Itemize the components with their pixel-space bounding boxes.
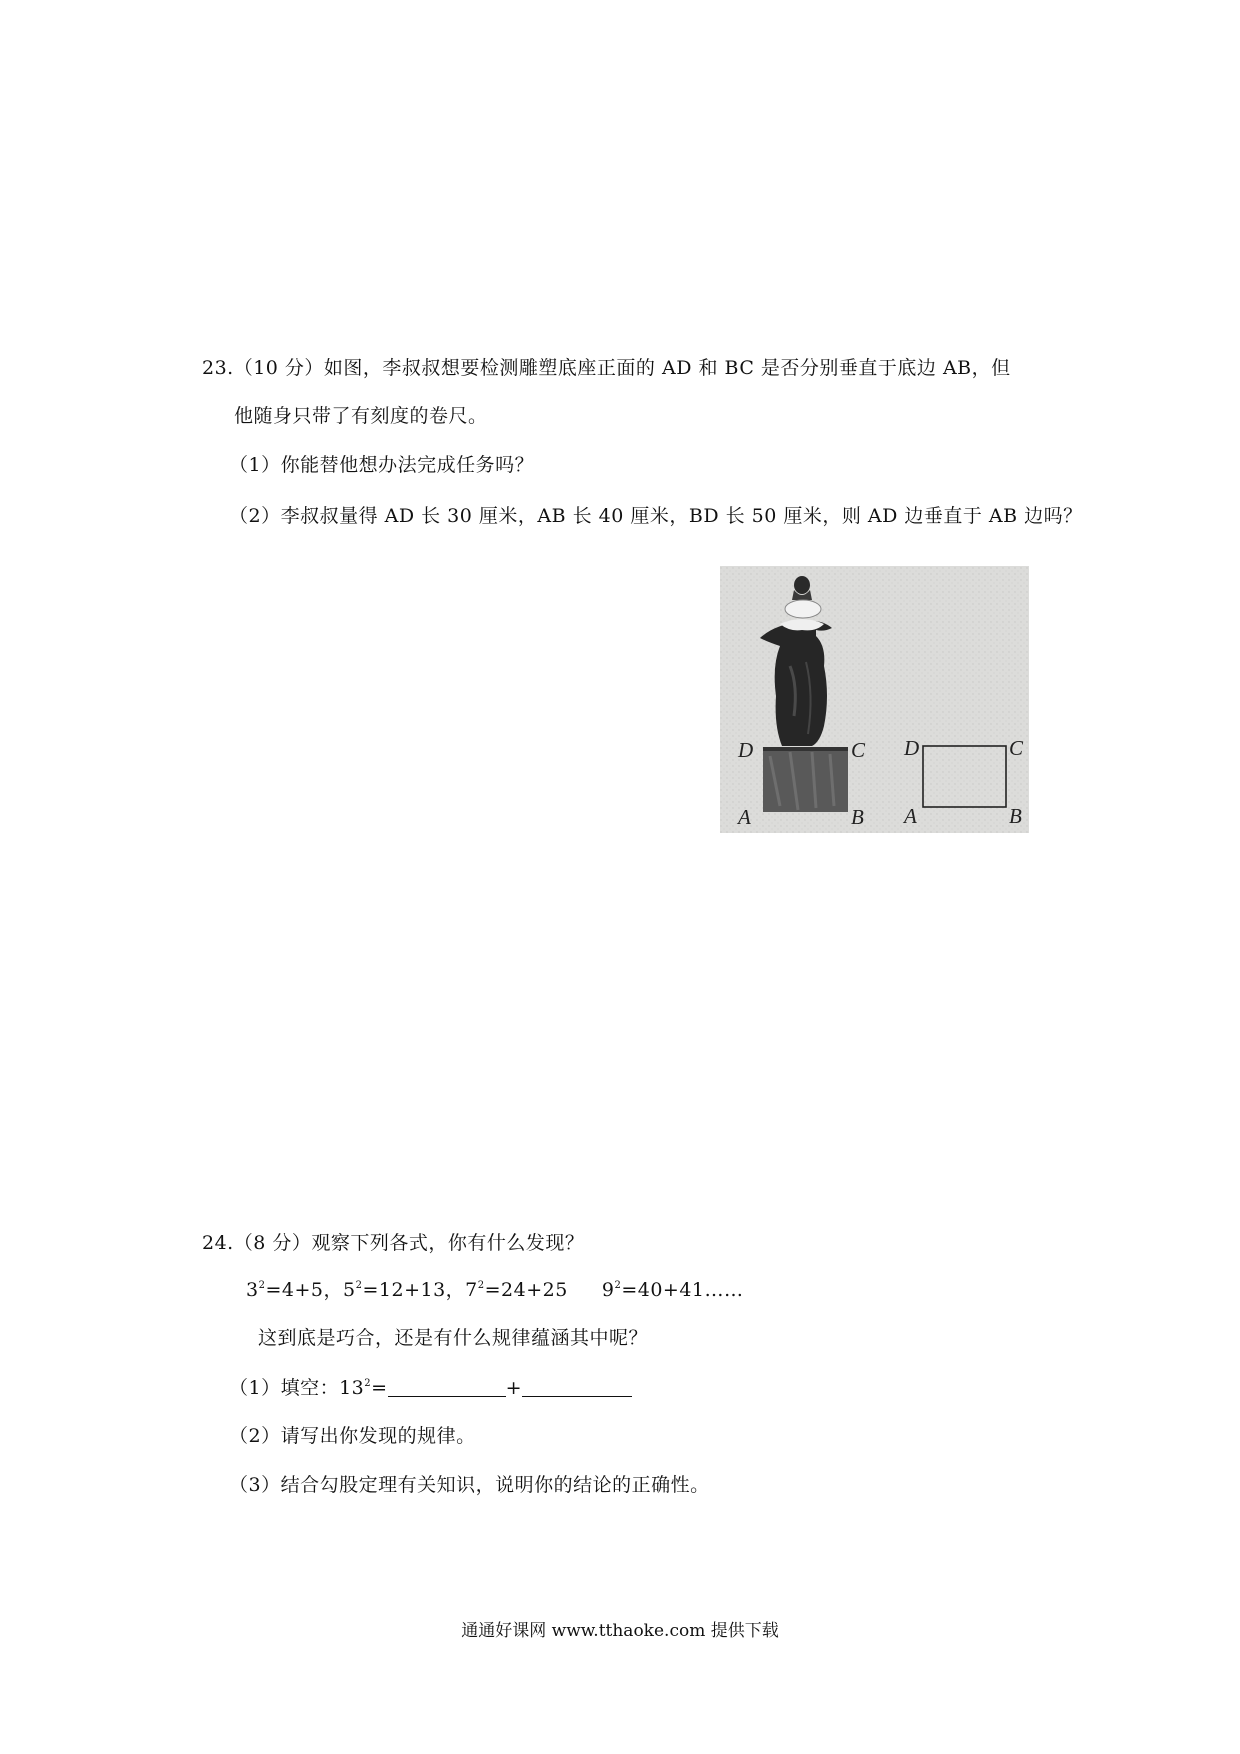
label-a-diagram: A (904, 804, 917, 828)
label-c-photo: C (851, 738, 866, 762)
answer-blank-2[interactable] (522, 1378, 632, 1397)
q24-part-3: （3）结合勾股定理有关知识，说明你的结论的正确性。 (229, 1474, 710, 1496)
q24-equations (246, 1277, 744, 1303)
label-a-photo: A (738, 805, 751, 829)
eq3: $7^2=24+25$ (465, 1279, 568, 1301)
q24-part-2: （2）请写出你发现的规律。 (229, 1425, 476, 1447)
label-b-diagram: B (1009, 804, 1022, 828)
answer-blank-1[interactable] (388, 1378, 506, 1397)
sculpture-diagram (720, 566, 1029, 833)
q24-title: 24.（8 分）观察下列各式，你有什么发现？ (202, 1232, 585, 1254)
q23-part-2: （2）李叔叔量得 AD 长 30 厘米，AB 长 40 厘米，BD 长 50 厘米，则 AD 边垂直于 AB 边吗？ (229, 505, 1083, 527)
q23-line-1: 23.（10 分）如图，李叔叔想要检测雕塑底座正面的 AD 和 BC 是否分别垂直于底边 AB，但 (202, 357, 1011, 379)
label-c-diagram: C (1009, 736, 1024, 760)
q24-part-1: （1）填空：$13^2=$ + (229, 1375, 632, 1401)
page-footer: 通通好课网 www.tthaoke.com 提供下载 (461, 1621, 779, 1641)
q23-line-2: 他随身只带了有刻度的卷尺。 (234, 405, 488, 427)
eq1: $3^2=4+5$， (246, 1279, 343, 1301)
label-b-photo: B (851, 805, 864, 829)
sculpture-base (763, 747, 848, 812)
eq4: $9^2=40+41\dots\dots$ (601, 1279, 744, 1301)
eq2: $5^2=12+13$， (343, 1279, 466, 1301)
sculpture-figure (720, 566, 1029, 833)
q24-question: 这到底是巧合，还是有什么规律蕴涵其中呢？ (258, 1327, 649, 1349)
q23-part-1: （1）你能替他想办法完成任务吗？ (229, 454, 535, 476)
label-d-photo: D (738, 738, 754, 762)
label-d-diagram: D (904, 736, 920, 760)
